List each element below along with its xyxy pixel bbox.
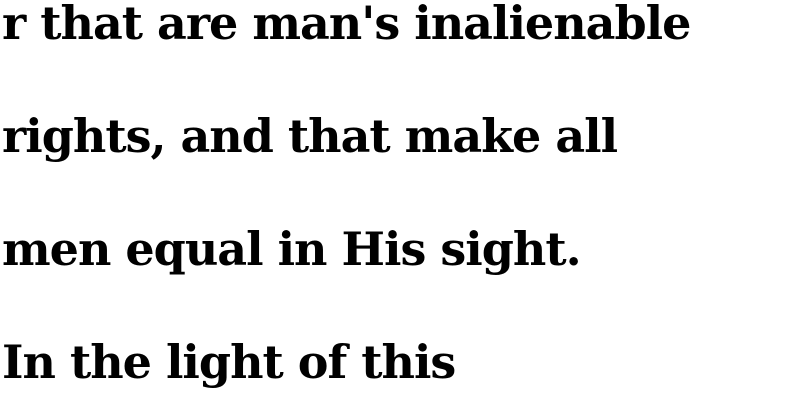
text-line-3: men equal in His sight. [2,222,581,276]
text-line-2: rights, and that make all [2,109,618,163]
text-line-1: r that are man's inalienable [2,0,691,50]
text-line-4: In the light of this [2,335,456,389]
